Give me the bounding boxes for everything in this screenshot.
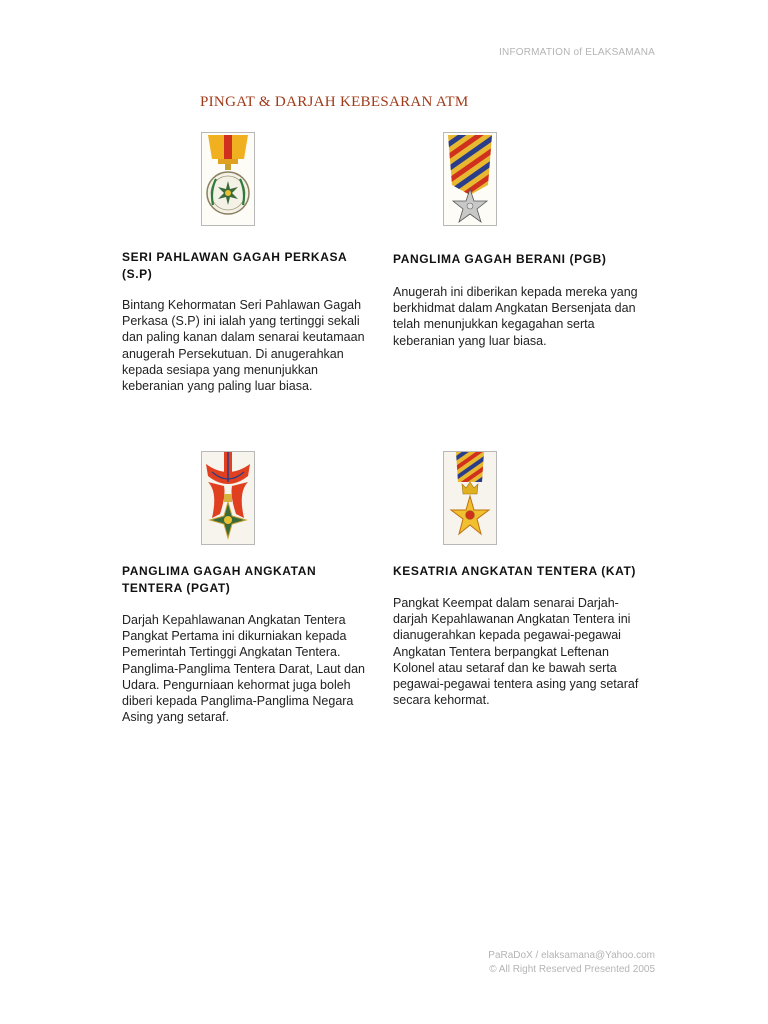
section-sp xyxy=(122,249,370,394)
footer-copyright: © All Right Reserved Presented 2005 xyxy=(489,964,655,975)
section-body: Pangkat Keempat dalam senarai Darjah-darjah Kepahlawanan Angkatan Tentera ini dianugerahkan kepada pegawai-pegawai Angkatan Tentera berpangkat Leftenan Kolonel atau setaraf dan ke bawah serta pegawai-pegawai tentera asing yang setaraf secara kehormat. xyxy=(393,596,639,708)
section-body: Anugerah ini diberikan kepada mereka yang berkhidmat dalam Angkatan Bersenjata dan telah menunjukkan kegagahan serta keberanian yang luar biasa. xyxy=(393,285,638,348)
footer-credit: PaRaDoX / elaksamana@Yahoo.com xyxy=(488,950,655,961)
section-heading: PANGLIMA GAGAH ANGKATAN TENTERA (PGAT) xyxy=(122,564,317,595)
footer xyxy=(488,949,655,977)
medal-kat-image xyxy=(443,451,497,545)
section-heading: KESATRIA ANGKATAN TENTERA (KAT) xyxy=(393,564,637,578)
medal-pgb-image xyxy=(443,132,497,226)
section-body: Bintang Kehormatan Seri Pahlawan Gagah Perkasa (S.P) ini ialah yang tertinggi sekali dan paling kanan dalam senarai keutamaan anugerah Persekutuan. Di anugerahkan kepada sesiapa yang menunjukkan keberanian yang paling luar biasa. xyxy=(122,298,365,394)
section-body: Darjah Kepahlawanan Angkatan Tentera Pangkat Pertama ini dikurniakan kepada Pemerintah Tertinggi Angkatan Tentera. Panglima-Panglima Tentera Darat, Laut dan Udara. Pengurniaan kehormat juga boleh diberi kepada Panglima-Panglima Negara Asing yang setaraf. xyxy=(122,613,365,725)
page-title: PINGAT & DARJAH KEBESARAN ATM xyxy=(200,94,469,110)
section-pgat xyxy=(122,563,370,725)
section-pgb xyxy=(393,251,641,349)
medal-sp-image xyxy=(201,132,255,226)
section-heading: SERI PAHLAWAN GAGAH PERKASA (S.P) xyxy=(122,250,347,281)
medal-pgat-image xyxy=(201,451,255,545)
section-kat xyxy=(393,563,641,708)
header-info: INFORMATION of ELAKSAMANA xyxy=(499,47,655,58)
section-heading: PANGLIMA GAGAH BERANI (PGB) xyxy=(393,252,607,266)
